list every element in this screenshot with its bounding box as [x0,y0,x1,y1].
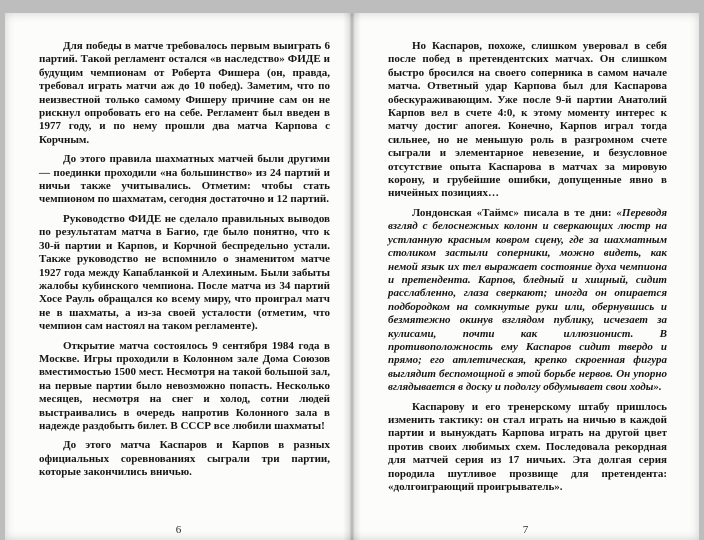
right-page [352,13,699,540]
left-page [5,13,352,540]
quote-text: «Переводя взгляд с белоснежных колонн и сверкающих люстр на устланную красным ковром сцену, где за шахматным столиком застыли соперники, можно видеть, как немой язык их тел выражает состояние духа чемпиона и претендента. Карпов, бледный и хищный, сидит расслабленно, глаза сверкают; иногда он опирается подбородком на сомкнутые руки или, обернувшись и безмятежно окинув взглядом публику, исчезает за кулисами, почти как иллюзионист. В противоположность ему Каспаров сидит твердо и прямо; его атлетическая, крепко скроенная фигура выглядит беспомощной в этой борьбе нервов. Он упорно вглядывается в доску и подолгу обдумывает свои ходы». [388,206,667,394]
paragraph: До этого правила шахматных матчей были другими — поединки проходили «на большинство» из 24 партий и ничьи также учитывались. Отметим: чтобы стать чемпионом по шахматам, сегодня достаточно и 12 партий. [39,153,330,206]
paragraph: До этого матча Каспаров и Карпов в разных официальных соревнованиях сыграли три партии, которые закончились вничью. [39,439,330,479]
page-number-right: 7 [522,524,529,536]
quote-intro: Лондонская «Таймс» писала в те дни: [412,206,617,219]
paragraph: Для победы в матче требовалось первым выиграть 6 партий. Такой регламент остался «в наследство» ФИДЕ и будущим чемпионам от Роберта Фишера (он, правда, требовал играть матчи аж до 10 побед). Заметим, что по неизвестной только самому Фишеру причине сам он не рискнул опробовать его на себе. Регламент был введен в 1977 году, и по нему прошли два матча Карпова с Корчным. [39,40,330,146]
paragraph: Каспарову и его тренерскому штабу пришлось изменить тактику: он стал играть на ничью в каждой партии и вынуждать Карпова играть на другой цвет против своих любимых схем. Последовала рекордная для матчей серия из 17 ничьих. Эта долгая серия породила шутливое прозвище для претендента: «долгоиграющий проигрыватель». [388,400,667,493]
paragraph: Руководство ФИДЕ не сделало правильных выводов по результатам матча в Багио, где было понятно, что к 30-й партии и Карпов, и Корчной беспредельно устали. Также руководство не вспомнило о знаменитом матче 1927 года между Капабланкой и Алехиным. Были забыты жалобы кубинского чемпиона. После матча из 34 партий Хосе Рауль обращался ко всему миру, что проиграл матч не в шахматы, а из-за своей усталости (отметим, что чемпион сам настоял на таком регламенте). [39,212,330,333]
paragraph: Но Каспаров, похоже, слишком уверовал в себя после побед в претендентских матчах. Он слишком быстро бросился на своего соперника в самом начале матча. Ответный удар Карпова был для Каспарова обескураживающим. Уже после 9-й партии Анатолий Карпов вел в счете 4:0, к этому моменту интерес к матчу достиг апогея. Конечно, Карпов играл тогда сильнее, но не меньшую роль в разгромном счете сыграли и элементарное невезение, и безусловное отсутствие опыта Каспарова в матчах за мировую корону, и грубейшие ошибки, допущенные явно в ничейных позициях… [388,40,667,200]
book-spread [5,13,699,540]
paragraph: Открытие матча состоялось 9 сентября 1984 года в Москве. Игры проходили в Колонном зале Дома Союзов вместимостью 1500 мест. Несмотря на такой большой зал, на первые партии было невозможно попасть. Несколько месяцев, несмотря на снег и холод, сотни людей выстраивались в очередь напротив Колонного зала в надежде раздобыть билет. В СССР все любили шахматы! [39,339,330,432]
page-number-left: 6 [175,524,182,536]
quote-paragraph [388,207,667,395]
